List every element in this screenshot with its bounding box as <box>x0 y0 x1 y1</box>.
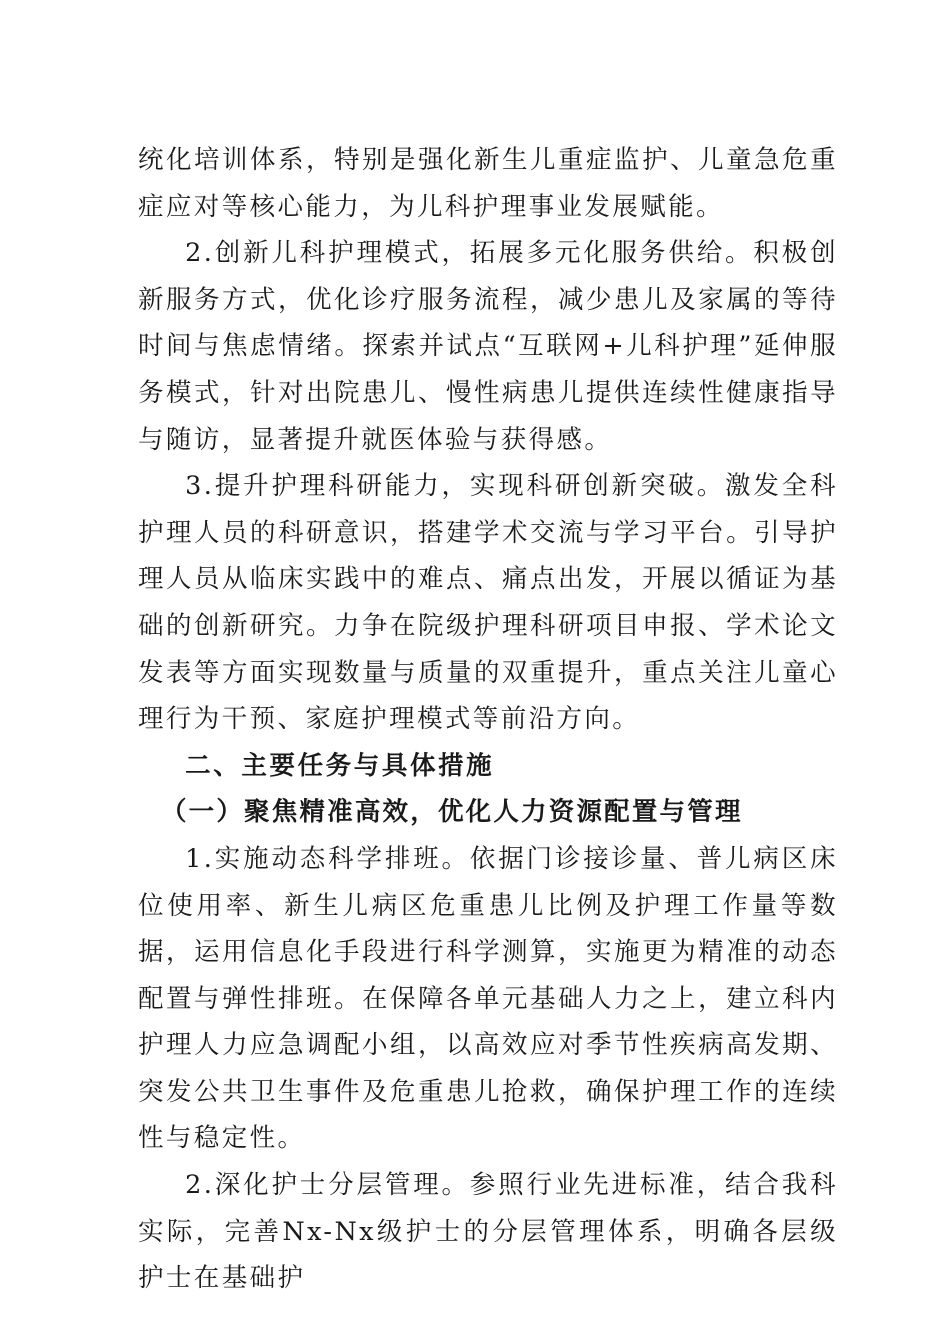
paragraph-dynamic-scheduling: 1.实施动态科学排班。依据门诊接诊量、普儿病区床位使用率、新生儿病区危重患儿比例及护理工作量等数据，运用信息化手段进行科学测算，实施更为精准的动态配置与弹性排班。在保障各单元基础人力之上，建立科内护理人力应急调配小组，以高效应对季节性疾病高发期、突发公共卫生事件及危重患儿抢救，确保护理工作的连续性与稳定性。 <box>138 843 838 1154</box>
paragraph-research-capacity: 3.提升护理科研能力，实现科研创新突破。激发全科护理人员的科研意识，搭建学术交流与学习平台。引导护理人员从临床实践中的难点、痛点出发，开展以循证为基础的创新研究。力争在院级护理科研项目申报、学术论文发表等方面实现数量与质量的双重提升，重点关注儿童心理行为干预、家庭护理模式等前沿方向。 <box>138 471 838 735</box>
section-heading: 二、主要任务与具体措施 <box>185 750 495 781</box>
subsection-heading: （一）聚焦精准高效，优化人力资源配置与管理 <box>160 797 743 828</box>
paragraph-nursing-model: 2.创新儿科护理模式，拓展多元化服务供给。积极创新服务方式，优化诊疗服务流程，减少患儿及家属的等待时间与焦虑情绪。探索并试点“互联网+儿科护理”延伸服务模式，针对出院患儿、慢性病患儿提供连续性健康指导与随访，显著提升就医体验与获得感。 <box>138 238 838 455</box>
paragraph-tiered-management: 2.深化护士分层管理。参照行业先进标准，结合我科实际，完善Nx-Nx级护士的分层管理体系，明确各层级护士在基础护 <box>138 1170 838 1294</box>
document-body <box>138 137 838 1302</box>
paragraph-training-system: 统化培训体系，特别是强化新生儿重症监护、儿童急危重症应对等核心能力，为儿科护理事业发展赋能。 <box>138 145 838 222</box>
